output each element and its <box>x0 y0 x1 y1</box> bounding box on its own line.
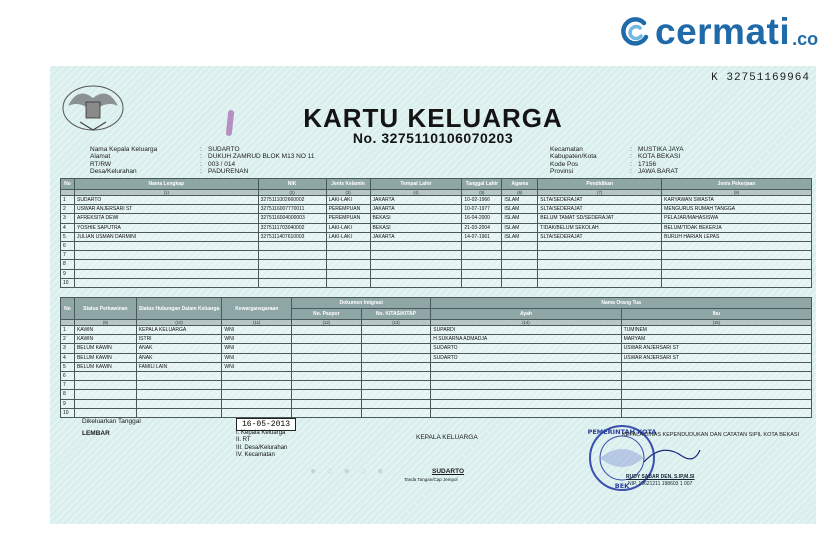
table-row <box>61 196 812 205</box>
table-cell <box>361 353 431 362</box>
column-header: Jenis Pekerjaan <box>662 179 812 190</box>
table-cell <box>431 390 621 399</box>
table-cell: 3275111002660002 <box>258 196 326 205</box>
info-row: RT/RW : 003 / 014 <box>90 160 236 168</box>
document-title: KARTU KELUARGA <box>303 103 563 133</box>
table-cell <box>361 408 431 417</box>
table-cell: SUPARDI <box>431 326 621 335</box>
table-cell <box>662 278 812 287</box>
table-cell: TUMINEM <box>621 326 811 335</box>
table-cell: USWAR ANJERSARI ST <box>621 353 811 362</box>
column-index: (14) <box>431 320 621 326</box>
table-row <box>61 344 812 353</box>
table-cell <box>502 278 538 287</box>
table-cell: 21-03-2004 <box>462 223 502 232</box>
stamp-top-text: PEMERINTAH KOTA <box>587 428 657 436</box>
table-cell: BELUM KAWIN <box>74 344 136 353</box>
info-row: Kecamatan : MUSTIKA JAYA <box>550 146 684 153</box>
table-cell: ISLAM <box>502 232 538 241</box>
table-cell <box>662 260 812 269</box>
table-cell: 9 <box>61 269 75 278</box>
table-cell: 4 <box>61 353 75 362</box>
table-cell: KAWIN <box>74 326 136 335</box>
table-cell: SLTA/SEDERAJAT <box>538 232 662 241</box>
table-cell: TIDAK/BELUM SEKOLAH <box>538 223 662 232</box>
table-cell: KARYAWAN SWASTA <box>662 196 812 205</box>
table-cell: 4 <box>61 223 75 232</box>
table-cell <box>538 269 662 278</box>
table-row <box>61 278 812 287</box>
table-cell <box>361 362 431 371</box>
table-cell <box>431 371 621 380</box>
table-cell <box>258 269 326 278</box>
column-index: (13) <box>361 320 431 326</box>
table-cell <box>136 399 222 408</box>
table-cell <box>292 399 362 408</box>
table-cell <box>292 408 362 417</box>
official-title: KEPALA DINAS KEPENDUDUKAN DAN CATATAN SIPIL KOTA BEKASI <box>622 432 800 438</box>
table-cell: 3 <box>61 344 75 353</box>
table-cell: MARYAM <box>621 335 811 344</box>
table-cell <box>621 371 811 380</box>
table-cell <box>74 381 136 390</box>
family-members-table <box>60 178 812 288</box>
column-index: (9) <box>74 320 136 326</box>
column-index: (12) <box>292 320 362 326</box>
column-header: Tempat Lahir <box>370 179 462 190</box>
table-cell <box>222 408 292 417</box>
table-cell <box>136 371 222 380</box>
table-cell <box>621 408 811 417</box>
official-nip: NIP. 19621211 198603 1 007 <box>628 481 693 487</box>
table-cell: WNI <box>222 353 292 362</box>
table-cell: YOSHIE SAPUTRA <box>74 223 258 232</box>
table-row <box>61 205 812 214</box>
table-cell: 3275116007770011 <box>258 205 326 214</box>
table-cell: SUDARTO <box>431 344 621 353</box>
brand-suffix: .co <box>792 28 819 49</box>
issued-date: 16-05-2013 <box>236 418 296 431</box>
column-index: (2) <box>258 190 326 196</box>
column-index: (15) <box>621 320 811 326</box>
official-name: RUDY SABAR DEN, S.IP,M.SI <box>626 474 695 480</box>
table-cell: 8 <box>61 390 75 399</box>
table-cell: 16-04-2000 <box>462 214 502 223</box>
column-header: Kewarganegaraan <box>222 298 292 320</box>
info-row: Kabupaten/Kota : KOTA BEKASI <box>550 153 681 161</box>
table-cell: 7 <box>61 251 75 260</box>
table-cell: SUDARTO <box>431 353 621 362</box>
table-cell <box>361 381 431 390</box>
table-cell: 1 <box>61 326 75 335</box>
table-cell <box>292 344 362 353</box>
info-row: Provinsi : JAWA BARAT <box>550 168 679 176</box>
table-cell <box>621 390 811 399</box>
table-cell <box>431 362 621 371</box>
table-cell <box>462 241 502 250</box>
column-index: (1) <box>74 190 258 196</box>
table-cell: LAKI-LAKI <box>326 223 370 232</box>
table-cell: 7 <box>61 381 75 390</box>
list-item: IV. Kecamatan <box>236 452 275 459</box>
signature-caption: Tanda Tangan/Cap Jempol <box>404 477 458 482</box>
table-cell <box>258 260 326 269</box>
table-row <box>61 381 812 390</box>
table-cell <box>292 381 362 390</box>
table-cell: SUDARTO <box>74 196 258 205</box>
table-cell: BURUH HARIAN LEPAS <box>662 232 812 241</box>
table-cell <box>258 278 326 287</box>
table-cell: BELUM TAMAT SD/SEDERAJAT <box>538 214 662 223</box>
table-cell: 10 <box>61 408 75 417</box>
table-cell <box>621 399 811 408</box>
column-header: Pendidikan <box>538 179 662 190</box>
column-header: Nama Lengkap <box>74 179 258 190</box>
table-cell <box>136 390 222 399</box>
table-cell <box>361 335 431 344</box>
table-cell <box>502 260 538 269</box>
table-cell <box>74 399 136 408</box>
column-header: Agama <box>502 179 538 190</box>
table-cell <box>258 251 326 260</box>
column-header: NIK <box>258 179 326 190</box>
table-cell: WNI <box>222 326 292 335</box>
column-header: Status Hubungan Dalam Keluarga <box>136 298 222 320</box>
table-cell <box>361 390 431 399</box>
table-cell <box>74 251 258 260</box>
table-cell <box>431 408 621 417</box>
document-number: No. 3275110106070203 <box>352 130 514 146</box>
table-cell <box>621 381 811 390</box>
table-cell: FAMILI LAIN <box>136 362 222 371</box>
table-cell: LAKI-LAKI <box>326 232 370 241</box>
table-cell <box>370 251 462 260</box>
table-cell: SLTA/SEDERAJAT <box>538 196 662 205</box>
table-row <box>61 399 812 408</box>
table-cell: USWAR ANJERSARI ST <box>74 205 258 214</box>
column-header: Jenis Kelamin <box>326 179 370 190</box>
table-cell <box>74 278 258 287</box>
table-cell: 10 <box>61 278 75 287</box>
table-cell: 6 <box>61 241 75 250</box>
list-item: III. Desa/Kelurahan <box>236 444 288 451</box>
table-cell <box>462 278 502 287</box>
table-cell <box>292 390 362 399</box>
table-cell <box>74 241 258 250</box>
table-cell <box>292 371 362 380</box>
column-header: No. Paspor <box>292 309 362 320</box>
table-cell <box>292 353 362 362</box>
table-row <box>61 232 812 241</box>
table-row <box>61 214 812 223</box>
table-cell <box>462 269 502 278</box>
table-cell <box>292 362 362 371</box>
column-header: Ibu <box>621 309 811 320</box>
head-of-family-name: SUDARTO <box>432 468 465 475</box>
table-cell <box>662 251 812 260</box>
table-cell: 3275111703040002 <box>258 223 326 232</box>
table-cell <box>462 260 502 269</box>
family-card-document <box>50 66 816 524</box>
list-item: II. RT <box>236 437 251 444</box>
table-cell: 5 <box>61 362 75 371</box>
table-cell: USWAR ANJERSARI ST <box>621 344 811 353</box>
table-cell <box>74 269 258 278</box>
column-header: No <box>61 179 75 190</box>
table-cell <box>370 278 462 287</box>
table-cell: KEPALA KELUARGA <box>136 326 222 335</box>
table-cell: 5 <box>61 232 75 241</box>
info-row: Alamat : DUKUH ZAMRUD BLOK M13 NO 11 <box>90 153 315 161</box>
table-row <box>61 353 812 362</box>
table-cell <box>502 241 538 250</box>
table-cell: ISLAM <box>502 214 538 223</box>
table-cell <box>662 269 812 278</box>
table-cell: BEKASI <box>370 223 462 232</box>
table-cell: 3275116004000003 <box>258 214 326 223</box>
table-cell <box>222 381 292 390</box>
table-cell <box>431 399 621 408</box>
column-header: Tanggal Lahir <box>462 179 502 190</box>
table-cell: SLTA/SEDERAJAT <box>538 205 662 214</box>
table-cell <box>222 390 292 399</box>
table-cell: 6 <box>61 371 75 380</box>
table-cell: BELUM/TIDAK BEKERJA <box>662 223 812 232</box>
table-cell: AFREKSITA DEWI <box>74 214 258 223</box>
table-cell: ANAK <box>136 344 222 353</box>
table-cell: 2 <box>61 335 75 344</box>
column-header: No <box>61 298 75 320</box>
table-cell <box>361 399 431 408</box>
list-item: I. Kepala Keluarga <box>236 430 286 436</box>
column-index: (7) <box>538 190 662 196</box>
column-index: (4) <box>370 190 462 196</box>
column-header: Ayah <box>431 309 621 320</box>
table-row <box>61 260 812 269</box>
table-cell <box>326 260 370 269</box>
column-header: Status Perkawinan <box>74 298 136 320</box>
table-cell <box>222 399 292 408</box>
background-watermark: ● ○ ● ○ ● <box>310 466 388 477</box>
head-of-family-label: KEPALA KELUARGA <box>416 434 478 441</box>
table-cell: BELUM KAWIN <box>74 353 136 362</box>
table-cell <box>74 371 136 380</box>
table-cell <box>538 251 662 260</box>
table-cell: 3275111407610003 <box>258 232 326 241</box>
table-cell: WNI <box>222 344 292 353</box>
table-cell: 8 <box>61 260 75 269</box>
info-row: Desa/Kelurahan : PADURENAN <box>90 168 249 176</box>
column-index: (6) <box>502 190 538 196</box>
table-cell <box>326 278 370 287</box>
table-cell: 14-07-1961 <box>462 232 502 241</box>
table-cell <box>292 326 362 335</box>
table-row <box>61 362 812 371</box>
table-cell: JULIAN USMAN DARMINI <box>74 232 258 241</box>
table-cell: ANAK <box>136 353 222 362</box>
column-index: (10) <box>136 320 222 326</box>
table-cell: 3 <box>61 214 75 223</box>
table-cell <box>292 335 362 344</box>
info-row: Kode Pos : 17156 <box>550 160 657 168</box>
table-cell: JAKARTA <box>370 196 462 205</box>
table-cell <box>136 381 222 390</box>
table-cell: 9 <box>61 399 75 408</box>
copy-distribution-list <box>236 430 287 460</box>
table-cell: ISTRI <box>136 335 222 344</box>
table-cell: WNI <box>222 362 292 371</box>
column-index: (3) <box>326 190 370 196</box>
table-cell: 2 <box>61 205 75 214</box>
table-cell <box>361 344 431 353</box>
table-cell <box>326 241 370 250</box>
table-cell <box>370 260 462 269</box>
table-cell: ISLAM <box>502 196 538 205</box>
table-row <box>61 223 812 232</box>
table-cell: H SUKARNA ADMADJA <box>431 335 621 344</box>
table-cell <box>502 251 538 260</box>
table-cell <box>326 251 370 260</box>
table-cell <box>74 408 136 417</box>
table-cell: JAKARTA <box>370 232 462 241</box>
table-row <box>61 269 812 278</box>
info-row: Nama Kepala Keluarga : SUDARTO <box>90 146 240 153</box>
table-cell: BELUM KAWIN <box>74 362 136 371</box>
group-header-parents: Nama Orang Tua <box>431 298 812 309</box>
serial-number: K 32751169964 <box>711 72 810 84</box>
table-cell: KAWIN <box>74 335 136 344</box>
table-cell <box>74 260 258 269</box>
table-cell <box>538 260 662 269</box>
table-cell: 10-07-1977 <box>462 205 502 214</box>
table-cell <box>662 241 812 250</box>
table-row <box>61 335 812 344</box>
table-cell: WNI <box>222 335 292 344</box>
table-cell <box>370 241 462 250</box>
table-cell: ISLAM <box>502 223 538 232</box>
table-cell <box>462 251 502 260</box>
group-header-immigration: Dokumen Imigrasi <box>292 298 431 309</box>
table-cell: MENGURUS RUMAH TANGGA <box>662 205 812 214</box>
table-row <box>61 241 812 250</box>
brand-name: cermati <box>655 11 791 52</box>
table-cell <box>361 371 431 380</box>
column-header: No. KITAS/KITAP <box>361 309 431 320</box>
column-index: (11) <box>222 320 292 326</box>
table-cell: PELAJAR/MAHASISWA <box>662 214 812 223</box>
table-row <box>61 390 812 399</box>
issued-label: Dikeluarkan Tanggal <box>82 418 141 425</box>
household-info-right <box>550 146 684 176</box>
table-cell: BEKASI <box>370 214 462 223</box>
sheet-label: LEMBAR <box>82 430 110 437</box>
column-index: (5) <box>462 190 502 196</box>
stamp-bottom-text: BEK <box>614 482 630 490</box>
table-cell <box>502 269 538 278</box>
table-row <box>61 408 812 417</box>
table-row <box>61 371 812 380</box>
cermati-logo-icon <box>618 15 652 49</box>
table-cell: 1 <box>61 196 75 205</box>
table-cell <box>538 278 662 287</box>
column-index: (8) <box>662 190 812 196</box>
family-status-table <box>60 297 812 418</box>
table-cell <box>538 241 662 250</box>
table-row <box>61 326 812 335</box>
table-cell <box>136 408 222 417</box>
table-cell <box>222 371 292 380</box>
table-row <box>61 251 812 260</box>
table-cell: PEREMPUAN <box>326 205 370 214</box>
table-cell: PEREMPUAN <box>326 214 370 223</box>
table-cell <box>370 269 462 278</box>
table-cell <box>258 241 326 250</box>
table-cell <box>361 326 431 335</box>
table-cell <box>621 362 811 371</box>
table-cell <box>326 269 370 278</box>
table-cell: JAKARTA <box>370 205 462 214</box>
table-cell: LAKI-LAKI <box>326 196 370 205</box>
table-cell <box>431 381 621 390</box>
table-cell: ISLAM <box>502 205 538 214</box>
table-cell: 10-02-1966 <box>462 196 502 205</box>
table-cell <box>74 390 136 399</box>
brand-logo <box>618 12 818 52</box>
household-info-left <box>90 146 314 176</box>
